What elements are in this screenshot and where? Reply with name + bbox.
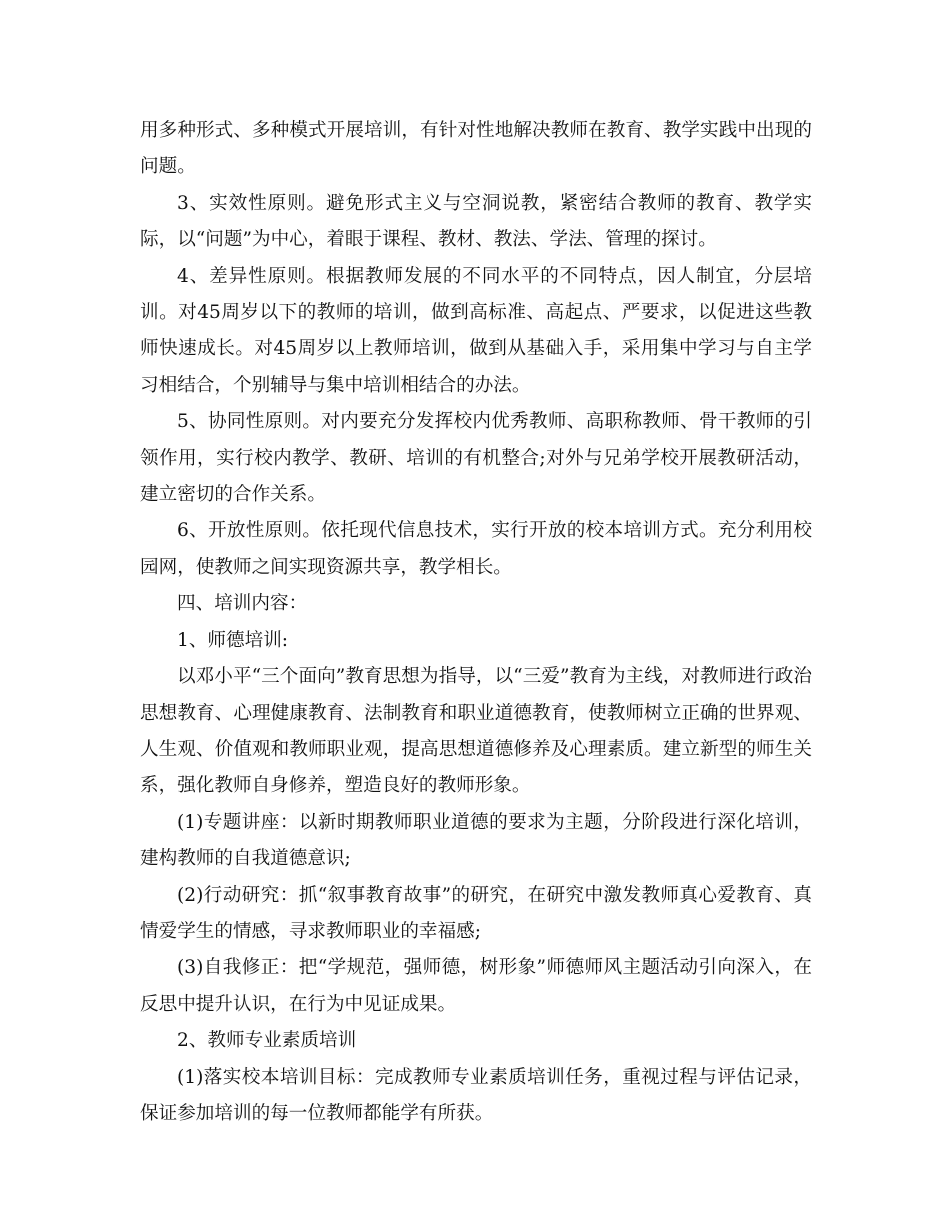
paragraph-ethics-overview: 以邓小平“三个面向”教育思想为指导，以“三爱”教育为主线，对教师进行政治思想教育、心理健康教育、法制教育和职业道德教育，使教师树立正确的世界观、人生观、价值观和教师职业观，提高思想道德修养及心理素质。建立新型的师生关系，强化教师自身修养，塑造良好的教师形象。: [140, 666, 812, 797]
paragraph-principle-3: 3、实效性原则。避免形式主义与空洞说教，紧密结合教师的教育、教学实际，以“问题”为中心，着眼于课程、教材、教法、学法、管理的探讨。: [140, 192, 812, 251]
list-item-training-goals: (1)落实校本培训目标：完成教师专业素质培训任务，重视过程与评估记录，保证参加培训的每一位教师都能学有所获。: [140, 1066, 812, 1124]
document-body: [140, 113, 812, 1132]
list-item-action-research: (2)行动研究：抓“叙事教育故事”的研究，在研究中激发教师真心爱教育、真情爱学生的情感，寻求教师职业的幸福感;: [140, 884, 812, 942]
paragraph-principle-5: 5、协同性原则。对内要充分发挥校内优秀教师、高职称教师、骨干教师的引领作用，实行校内教学、教研、培训的有机整合;对外与兄弟学校开展教研活动，建立密切的合作关系。: [140, 411, 812, 506]
section-heading-training-content: 四、培训内容：: [177, 593, 308, 615]
paragraph-principle-6: 6、开放性原则。依托现代信息技术，实行开放的校本培训方式。充分利用校园网，使教师之间实现资源共享，教学相长。: [140, 520, 812, 578]
paragraph-principle-4: 4、差异性原则。根据教师发展的不同水平的不同特点，因人制宜，分层培训。对45周岁以下的教师的培训，做到高标准、高起点、严要求，以促进这些教师快速成长。对45周岁以上教师培训，做到从基础入手，采用集中学习与自主学习相结合，个别辅导与集中培训相结合的办法。: [140, 265, 812, 396]
list-item-lectures: (1)专题讲座：以新时期教师职业道德的要求为主题，分阶段进行深化培训，建构教师的自我道德意识;: [140, 811, 812, 870]
list-item-self-correction: (3)自我修正：把“学规范，强师德，树形象”师德师风主题活动引向深入，在反思中提升认识，在行为中见证成果。: [140, 957, 812, 1015]
subheading-professional-training: 2、教师专业素质培训: [177, 1030, 357, 1052]
paragraph-continuation: 用多种形式、多种模式开展培训，有针对性地解决教师在教育、教学实践中出现的问题。: [140, 120, 812, 178]
subheading-ethics-training: 1、师德培训:: [177, 629, 289, 651]
